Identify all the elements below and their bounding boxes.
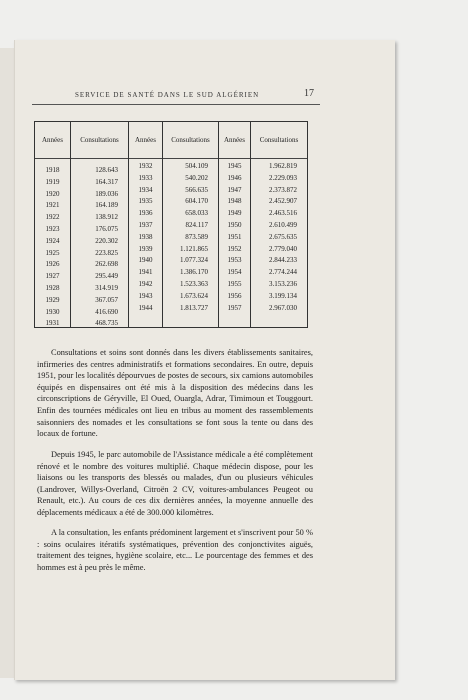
table-cell-year: 1947 bbox=[227, 185, 242, 194]
table-cell-year: 1931 bbox=[45, 319, 60, 328]
table-cell-year: 1951 bbox=[227, 232, 242, 241]
consultations-table bbox=[34, 121, 308, 328]
table-cell-year: 1954 bbox=[227, 268, 242, 277]
table-cell-consultations: 164.189 bbox=[95, 201, 118, 210]
table-cell-year: 1925 bbox=[45, 248, 60, 257]
table-cell-year: 1918 bbox=[45, 166, 60, 174]
consultations-column-2 bbox=[163, 122, 219, 327]
years-column-1 bbox=[35, 122, 71, 327]
consultations-column-3 bbox=[251, 122, 307, 327]
column-header: Consultations bbox=[251, 122, 307, 159]
table-cell-year: 1944 bbox=[138, 303, 153, 312]
table-cell-year: 1943 bbox=[138, 291, 153, 300]
table-cell-year: 1926 bbox=[45, 260, 60, 269]
table-cell-consultations: 314.919 bbox=[95, 283, 118, 292]
table-cell-year: 1953 bbox=[227, 256, 242, 265]
header-rule bbox=[32, 104, 320, 105]
table-cell-consultations: 1.121.865 bbox=[180, 244, 208, 253]
table-cell-year: 1939 bbox=[138, 244, 153, 253]
table-cell-consultations: 2.774.244 bbox=[269, 268, 297, 277]
table-cell-consultations: 504.109 bbox=[185, 162, 208, 170]
table-cell-year: 1948 bbox=[227, 197, 242, 206]
table-cell-consultations: 604.170 bbox=[185, 197, 208, 206]
table-cell-consultations: 540.202 bbox=[185, 173, 208, 182]
table-cell-consultations: 176.075 bbox=[95, 224, 118, 233]
table-cell-consultations: 128.643 bbox=[95, 166, 118, 174]
table-cell-year: 1940 bbox=[138, 256, 153, 265]
table-cell-consultations: 2.610.499 bbox=[269, 220, 297, 229]
table-cell-year: 1946 bbox=[227, 173, 242, 182]
table-cell-year: 1955 bbox=[227, 279, 242, 288]
table-cell-year: 1949 bbox=[227, 209, 242, 218]
table-cell-consultations: 658.033 bbox=[185, 209, 208, 218]
table-cell-consultations: 1.813.727 bbox=[180, 303, 208, 312]
table-cell-year: 1938 bbox=[138, 232, 153, 241]
years-column-3 bbox=[219, 122, 251, 327]
table-cell-consultations: 2.844.233 bbox=[269, 256, 297, 265]
table-cell-year: 1934 bbox=[138, 185, 153, 194]
table-cell-consultations: 1.077.324 bbox=[180, 256, 208, 265]
table-cell-consultations: 189.036 bbox=[95, 189, 118, 198]
table-cell-consultations: 566.635 bbox=[185, 185, 208, 194]
column-header: Consultations bbox=[163, 122, 218, 159]
page-number: 17 bbox=[304, 88, 314, 99]
years-column-2 bbox=[129, 122, 163, 327]
table-cell-consultations: 2.452.907 bbox=[269, 197, 297, 206]
running-header: SERVICE DE SANTÉ DANS LE SUD ALGÉRIEN bbox=[75, 91, 260, 99]
table-cell-consultations: 1.523.363 bbox=[180, 279, 208, 288]
table-cell-consultations: 468.735 bbox=[95, 319, 118, 328]
table-cell-consultations: 1.386.170 bbox=[180, 268, 208, 277]
table-cell-year: 1924 bbox=[45, 236, 60, 245]
table-cell-consultations: 220.302 bbox=[95, 236, 118, 245]
table-cell-consultations: 2.675.635 bbox=[269, 232, 297, 241]
table-cell-consultations: 3.199.134 bbox=[269, 291, 297, 300]
table-cell-year: 1957 bbox=[227, 303, 242, 312]
table-cell-consultations: 2.229.093 bbox=[269, 173, 297, 182]
table-cell-consultations: 1.962.819 bbox=[269, 162, 297, 170]
table-cell-year: 1929 bbox=[45, 295, 60, 304]
table-cell-consultations: 223.825 bbox=[95, 248, 118, 257]
table-cell-year: 1923 bbox=[45, 224, 60, 233]
table-cell-consultations: 873.589 bbox=[185, 232, 208, 241]
table-cell-year: 1933 bbox=[138, 173, 153, 182]
table-cell-consultations: 1.673.624 bbox=[180, 291, 208, 300]
column-header: Années bbox=[35, 122, 70, 159]
table-cell-year: 1921 bbox=[45, 201, 60, 210]
paragraph: A la consultation, les enfants prédominent largement et s'inscrivent pour 50 % : soins oculaires itératifs systématiques, prévention des conjonctivites aiguës, traitement des teignes, hygiène scolaire, etc... Le pourcentage des femmes et des hommes est à peu près le même. bbox=[37, 528, 313, 572]
table-cell-consultations: 367.057 bbox=[95, 295, 118, 304]
table-cell-year: 1942 bbox=[138, 279, 153, 288]
table-cell-consultations: 3.153.236 bbox=[269, 279, 297, 288]
table-cell-year: 1945 bbox=[227, 162, 242, 170]
table-cell-year: 1927 bbox=[45, 272, 60, 281]
table-cell-year: 1922 bbox=[45, 213, 60, 222]
table-cell-year: 1928 bbox=[45, 283, 60, 292]
table-cell-year: 1919 bbox=[45, 177, 60, 186]
table-cell-consultations: 295.449 bbox=[95, 272, 118, 281]
column-header: Années bbox=[219, 122, 250, 159]
table-cell-consultations: 824.117 bbox=[185, 220, 208, 229]
table-cell-year: 1937 bbox=[138, 220, 153, 229]
table-cell-consultations: 138.912 bbox=[95, 213, 118, 222]
table-cell-year: 1952 bbox=[227, 244, 242, 253]
table-cell-consultations: 2.967.030 bbox=[269, 303, 297, 312]
table-cell-year: 1956 bbox=[227, 291, 242, 300]
table-cell-year: 1920 bbox=[45, 189, 60, 198]
table-cell-consultations: 416.690 bbox=[95, 307, 118, 316]
column-header: Années bbox=[129, 122, 162, 159]
table-cell-consultations: 2.463.516 bbox=[269, 209, 297, 218]
table-cell-year: 1950 bbox=[227, 220, 242, 229]
paragraph: Consultations et soins sont donnés dans les divers établissements sanitaires, infirmeries des centres administratifs et formations secondaires. En outre, depuis 1951, pour les localités dépourvues de postes de secours, six camions automobiles équipés en dispensaires ont été mis à la disposition des médecins dans les circonscriptions de Géryville, El Oued, Ouargla, Adrar, Timimoun et Touggourt. Enfin des tournées médicales ont lieu en tribus au moment des rassemblements saisonniers des nomades et les consultations se font sous la tente ou dans des locaux de fortune. bbox=[37, 348, 313, 439]
table-cell-year: 1932 bbox=[138, 162, 153, 170]
table-cell-year: 1941 bbox=[138, 268, 153, 277]
table-cell-consultations: 2.779.040 bbox=[269, 244, 297, 253]
table-cell-consultations: 164.317 bbox=[95, 177, 118, 186]
consultations-column-1 bbox=[71, 122, 129, 327]
table-cell-consultations: 2.373.872 bbox=[269, 185, 297, 194]
table-cell-consultations: 262.698 bbox=[95, 260, 118, 269]
table-cell-year: 1936 bbox=[138, 209, 153, 218]
column-header: Consultations bbox=[71, 122, 128, 159]
paragraph: Depuis 1945, le parc automobile de l'Assistance médicale a été complètement rénové et le nombre des voitures multiplié. Chaque médecin dispose, pour les liaisons ou les transports des blessés ou malades, d'un ou plusieurs véhicules (Landrover, Willys-Overland, Citroën 2 CV, voitures-ambulances Peugeot ou Renault, etc.). Au cours de ces dix dernières années, la moyenne annuelle des déplacements médicaux a été de 300.000 kilomètres. bbox=[37, 450, 313, 517]
table-cell-year: 1930 bbox=[45, 307, 60, 316]
table-cell-year: 1935 bbox=[138, 197, 153, 206]
